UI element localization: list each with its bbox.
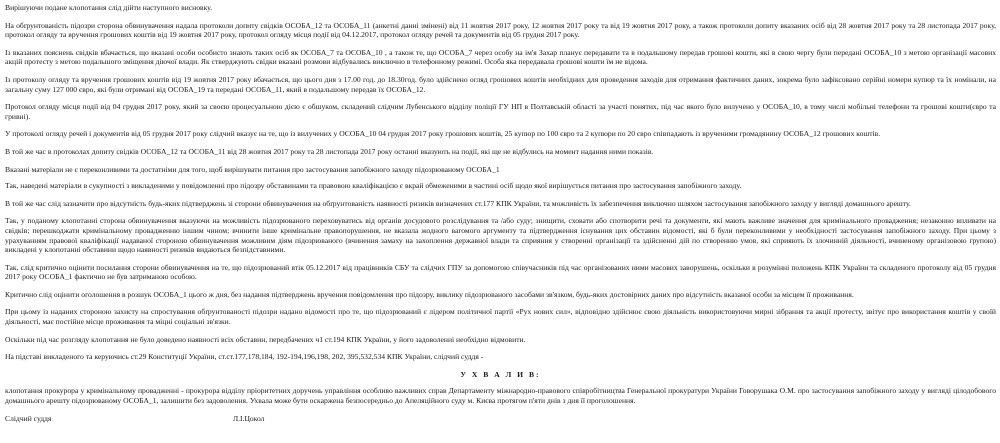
paragraph-wanted-list: Критично слід оцінити оголошення в розшук ОСОБА_1 цього ж дня, без надання підтверджень вручення повідомлення про підозру, виклику підозрюваного засобами зв'язком, будь-яких достовірних даних про відсутність вказаної особи за місцем її проживання. bbox=[5, 289, 854, 299]
paragraph-limited-materials: Так, наведені матеріали в сукупності з викладеними у повідомленні про підозру обставинами та правовою кваліфікацією є вкрай обмеженими в частині осіб щодо якої вирішується питання про застосування запобіжного заходу. bbox=[5, 181, 742, 191]
signature-block bbox=[5, 414, 996, 424]
paragraph-refusal: Оскільки під час розгляду клопотання не було доведено наявності всіх обставин, передбачених ч1 ст.194 КПК України, у його задоволенні необхідно відмовити. bbox=[5, 334, 526, 344]
paragraph-insufficient: Вказані матеріали не є переконливими та достатніми для того, щоб вирішувати питання про застосування запобіжного заходу підозрюваному ОСОБА_1 bbox=[5, 164, 500, 174]
ruling-heading: У Х В А Л И В: bbox=[460, 369, 541, 379]
paragraph-intro: Вирішуючи подане клопотання слід дійти наступного висновку. bbox=[5, 3, 213, 12]
paragraph-witness-timing: В той же час в протоколах допиту свідків ОСОБА_12 та ОСОБА_11 від 28 жовтня 2017 року та 28 листопада 2017 року останні вказують на події, які ще не відбулись на момент надання ними показів. bbox=[5, 146, 654, 156]
paragraph-escape-claim: Так, слід критично оцінити посилання сторони обвинувачення на те, що підозрюваний втік 05.12.2017 від працівників СБУ та слідчих ГПУ за допомогою співучасників під час організованих ними масових заворушень, оскільки в розумінні положень КПК України та складеного протоколу від 05 грудня 2017 року ОСОБА_1 фактично не був затриманою особою. bbox=[5, 262, 996, 282]
paragraph-scene-inspection: Протокол огляду місця події від 04 грудня 2017 року, який за своєю процесуальною дією є обшуком, складений слідчим Лубенського відділу поліції ГУ НП в Полтавській області за участі понятих, під час якого було вилучено у ОСОБА_10, в тому числі мобільні телефони та грошові кошти(євро та гривні). bbox=[5, 102, 996, 121]
paragraph-defense: При цьому із наданих стороною захисту на спростування обґрунтованості підозри надано відомості про те, що підозрюваний є лідером політичної партії «Рух нових сил», відповідно здійснює свою діяльність використовуючи мирні зібрання та акції протесту, звітує про використання коштів у своїй діяльності, має постійне місце проживання та міцні соціальні зв'язки. bbox=[5, 307, 996, 327]
paragraph-cash-protocol: Із протоколу огляду та вручення грошових коштів від 19 жовтня 2017 року вбачається, що цього дня з 17.00 год. до 18.30год. було здійснено огляд грошових коштів необхідних для проведення заходів для отримання фактичних даних, зокрема було зафіксовано серійні номери купюр та їх номінали, на загальну суму 127 000 євро, які були отримані від ОСОБА_19 та передані ОСОБА_11, який в подальшому передав їх ОСОБА_12. bbox=[5, 74, 996, 94]
paragraph-documents-inspection: У протоколі огляду речей і документів від 05 грудня 2017 року слідчий вказує на те, що із вилучених у ОСОБА_10 04 грудня 2017 року грошових коштів, 25 купюр по 100 євро та 2 купюри по 20 євро співпадають із врученими громадянину ОСОБА_12 грошових коштів. bbox=[5, 129, 881, 139]
paragraph-legal-basis: На підставі викладеного та керуючись ст.29 Конституції України, ст.ст.177,178,184, 192-194,196,198, 202, 395,532,534 КПК України, слідчий суддя - bbox=[5, 352, 484, 362]
paragraph-witnesses: Із вказаних пояснень свідків вбачається, що вказані особи особисто знають таких осіб як ОСОБА_7 та ОСОБА_10 , а також те, що ОСОБА_7 через особу на ім'я Захар планує передавати та в подальшому передав грошові кошти, які в свою чергу були передані ОСОБА_10 з метою організації масових акцій протесту з метою подальшого зміщення діючої влади. Як стверджують свідки вказані розмови відбувались виключно в телефонному режимі. Особа яка передавала грошові кошти їм не відома. bbox=[5, 47, 996, 67]
paragraph-risks: В той же час слід зазначити про відсутність будь-яких підтверджень зі сторони обвинувачення на обґрунтованість наявності ризиків визначених ст.177 КПК України, та можливість їх забезпечення виключно шляхом застосування запобіжного заходу у вигляді домашнього арешту. bbox=[5, 198, 911, 208]
paragraph-risk-arguments: Так, у поданому клопотанні сторона обвинувачення вказуючи на можливість підозрюваного переховуватись від органів досудового розслідування та /або суду; знищити, сховати або спотворити речі та документи, які мають важливе значення для кримінального провадження; незаконно впливати на свідків; перешкоджати кримінальному провадженню іншим чином; вчинити інше кримінальне правопорушення, не вказала жодного вагомого аргументу та підтвердження існування цих обставин відомості, які б були переконливими у необхідності застосування запобіжного заходу. При цьому з урахуванням правової кваліфікації надаваної стороною обвинувачення можливим діям підозрюваного (вчинення замаху на захоплення державної влади та сприяння у створенні організації та здійсненні дій по створенню умов, які сприяють їх злочинній діяльності, вчиненому організовою групою) викладені у клопотанні обставини щодо наявності ризиків видаються безпідставними. bbox=[5, 216, 996, 255]
ruling-text: клопотання прокурора у кримінальному провадженні - прокурора відділу пріоритетних доручень управління особливо важливих справ Департаменту міжнародно-правового співробітництва Генеральної прокуратури України Говорушака О.М. про застосування запобіжного заходу у вигляді цілодобового домашнього арешту підозрюваному ОСОБА_1, залишити без задоволення. Ухвала може бути оскаржена безпосередньо до Апеляційного суду м. Києва протягом п'яти днів з дня її проголошення. bbox=[5, 386, 996, 406]
signature-role: Слідчий суддя bbox=[5, 413, 52, 423]
paragraph-evidence: На обґрунтованість підозри сторона обвинувачення надала протоколи допиту свідків ОСОБА_12 та ОСОБА_11 (анкетні данні змінені) від 11 жовтня 2017 року, 12 жовтня 2017 року та від 19 жовтня 2017 року, а також протоколи допиту вказаних осіб від 28 жовтня 2017 року та 28 листопада 2017 року, протокол огляду та вручення грошових коштів від 19 жовтня 2017 року, протокол огляду місця події від 04.12.2017, протокол огляду речей та документів від 05 грудня 2017 року. bbox=[5, 20, 996, 40]
signature-name: Л.І.Цокол bbox=[233, 413, 265, 423]
